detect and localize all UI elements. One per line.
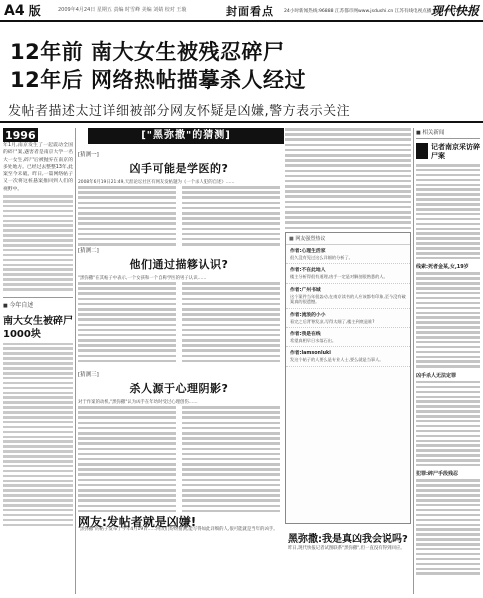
column-divider bbox=[75, 128, 76, 594]
related-news-tag: ■ 相关新闻 bbox=[416, 128, 480, 139]
hk-story-title: 黑弥撒:我是真凶我会说吗? bbox=[288, 534, 408, 545]
related-subhead: 犯罪:碎尸手段残忍 bbox=[416, 471, 459, 478]
related-subhead: 凶手杀人无法定罪 bbox=[416, 372, 457, 379]
section-title: 封面看点 bbox=[226, 5, 274, 18]
speculation-title: 杀人源于心理阴影? bbox=[129, 382, 229, 395]
main-story-text bbox=[285, 128, 411, 229]
speculation-title: 他们通过描簃认识? bbox=[129, 258, 229, 271]
lead-paragraph bbox=[3, 128, 73, 142]
related-story-body bbox=[416, 164, 480, 259]
speculation-lead: "黑弥撒"在其帖子中表示,一个女孩和一个自称学医的男子认识…… bbox=[78, 276, 207, 281]
forum-post bbox=[286, 264, 410, 283]
page-number bbox=[4, 2, 41, 19]
speculation-3 bbox=[78, 370, 280, 512]
speculation-body bbox=[78, 406, 280, 512]
netizen-lead: "黑弥撒"的帖子发布于今年4月19日……网友们纷纷猜测,能写得如此详细的人,很可能就是当年的凶手。 bbox=[78, 527, 278, 532]
headline-line-2: 12年后 网络热帖描摹杀人经过 bbox=[10, 68, 307, 92]
post-author: 作者:不在此地人 bbox=[290, 268, 326, 274]
side-headline: 南大女生被碎尸1000块 bbox=[3, 315, 73, 340]
post-body: 看完之后背脊发凉,写得太细了,楼主到底是谁? bbox=[290, 318, 375, 324]
date-line: 2009年4月24日 星期五 责编 时雪峰 美编 刘婧 校对 王璇 bbox=[58, 7, 187, 13]
left-column bbox=[3, 128, 73, 596]
post-author: 作者:心理生活家 bbox=[290, 249, 326, 254]
hk-story-lead: 昨日,现代快报记者试图联系"黑弥撒",但一直没有得到回应。 bbox=[288, 546, 405, 551]
related-story-body bbox=[416, 272, 480, 367]
page-prefix: A4 bbox=[4, 3, 25, 19]
speculation-body bbox=[78, 186, 280, 246]
post-body: 楼主分析得很有道理,凶手一定是对解剖很熟悉的人。 bbox=[290, 274, 388, 280]
post-body: 很久没有见过这么详细的分析了。 bbox=[290, 255, 353, 260]
reporter-photo bbox=[416, 143, 428, 159]
post-author: 作者:广州书城 bbox=[290, 287, 321, 293]
speculation-lead: 2008年6月19日21:49,天涯论坛社区有网友发帖题为《一个杀人犯的自述》…… bbox=[78, 180, 235, 185]
forum-screenshot bbox=[285, 232, 411, 524]
column-divider bbox=[413, 128, 414, 594]
dropcap-year: 1996 bbox=[5, 129, 36, 142]
forum-post bbox=[286, 284, 410, 309]
headline-line-1: 12年前 南大女生被残忍碎尸 bbox=[10, 40, 285, 64]
right-column bbox=[416, 128, 480, 596]
post-author: 作者:流浪的小小 bbox=[290, 312, 326, 318]
speculation-tag: [猜测一] bbox=[78, 152, 99, 158]
related-story-title: 记者南京采访碎尸案 bbox=[431, 143, 480, 160]
post-body: 发这个帖子的人要么是专业人士,要么就是当事人。 bbox=[290, 357, 384, 363]
forum-post bbox=[286, 245, 410, 264]
related-story-body bbox=[416, 479, 480, 574]
speculation-2 bbox=[78, 246, 280, 362]
speculation-banner: ["黑弥撒"的猜测] bbox=[88, 128, 284, 144]
lead-text: 年1月,南京发生了一起震动全国的碎尸案,遇害者是南京大学一名大一女生,碎尸后被抛弃在南京的多处地方。已经过去整整13年,此案至今未破。昨日,一篇网络帖子又一次将这桩悬案推回到人们的视野中。 bbox=[3, 143, 73, 192]
speculation-lead: 对于作案的动机,"黑弥撒"认为凶手在年幼时受过心理创伤…… bbox=[78, 400, 198, 405]
page-label: 版 bbox=[28, 4, 41, 18]
headline-rule bbox=[0, 121, 483, 123]
left-section-tag: ■ 今年自述 bbox=[3, 297, 73, 309]
post-author: 作者:我是在线 bbox=[290, 332, 321, 338]
post-body: 希望真相早日水落石出。 bbox=[290, 338, 337, 344]
speculation-body bbox=[78, 282, 280, 362]
forum-post bbox=[286, 309, 410, 328]
post-body: 这个案件当年很轰动,在南京读书的人应该都有印象,至今没有破案真的很遗憾。 bbox=[290, 293, 406, 305]
speculation-1 bbox=[78, 150, 280, 246]
forum-post bbox=[286, 347, 410, 366]
related-subhead: 线索:死者金某,女,19岁 bbox=[416, 264, 469, 271]
body-text-block bbox=[3, 195, 73, 291]
forum-header: ■ 网友强烈热议 bbox=[286, 233, 410, 245]
related-story-header bbox=[416, 143, 480, 161]
related-story-body bbox=[416, 381, 480, 467]
side-body-text bbox=[3, 343, 73, 527]
speculation-tag: [猜测三] bbox=[78, 372, 99, 378]
news-hotline: 24小时新闻热线:96888 江苏都市网www.jsdushi.cn 江苏有线电视点播 (100-69-12) bbox=[284, 9, 461, 14]
headline-subtitle: 发帖者描述太过详细被部分网友怀疑是凶嫌,警方表示关注 bbox=[8, 104, 351, 119]
forum-post bbox=[286, 328, 410, 347]
netizen-headline: 网友:发帖者就是凶嫌! bbox=[78, 515, 197, 529]
speculation-tag: [猜测二] bbox=[78, 248, 99, 254]
post-author: 作者:lamsonluki bbox=[290, 351, 331, 357]
speculation-title: 凶手可能是学医的? bbox=[129, 162, 229, 175]
newspaper-logo: 现代快报 bbox=[430, 4, 479, 18]
